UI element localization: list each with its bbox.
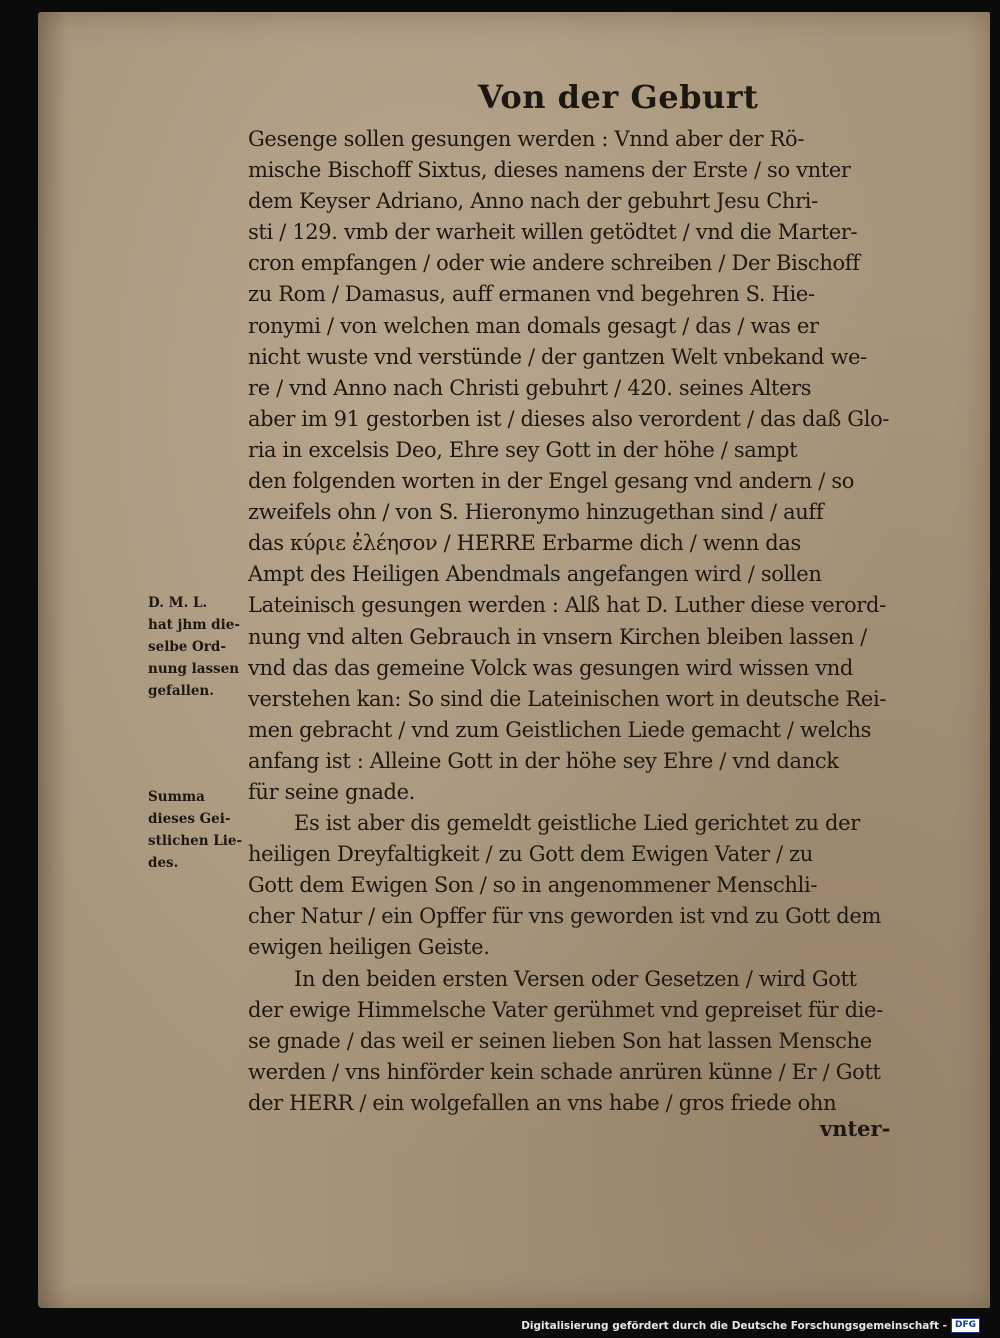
text-line: den folgenden worten in der Engel gesang vnd andern / so <box>248 469 855 494</box>
catchword: vnter- <box>820 1116 891 1141</box>
text-line: Gesenge sollen gesungen werden : Vnnd aber der Rö- <box>248 127 805 151</box>
text-line: ewigen heiligen Geiste. <box>248 935 490 960</box>
text-line: men gebracht / vnd zum Geistlichen Liede gemacht / welchs <box>248 717 872 742</box>
text-line: der ewige Himmelsche Vater gerühmet vnd gepreiset für die- <box>248 997 883 1022</box>
text-line: werden / vns hinförder kein schade anrüren künne / Er / Gott <box>248 1059 881 1084</box>
text-line: nicht wuste vnd verstünde / der gantzen Welt vnbekand we- <box>248 344 867 369</box>
text-line: Gott dem Ewigen Son / so in angenommener Menschli- <box>248 873 818 898</box>
margin-note-line: stlichen Lie- <box>148 833 243 849</box>
text-line: ria in excelsis Deo, Ehre sey Gott in der höhe / sampt <box>248 437 798 462</box>
text-line: sti / 129. vmb der warheit willen getödtet / vnd die Marter- <box>248 220 858 245</box>
margin-note-line: dieses Gei- <box>148 811 231 827</box>
text-line: für seine gnade. <box>248 779 415 804</box>
text-line: se gnade / das weil er seinen lieben Son hat lassen Mensche <box>248 1028 872 1053</box>
margin-note-summa <box>148 786 260 874</box>
text-line: nung vnd alten Gebrauch in vnsern Kirchen bleiben lassen / <box>248 624 867 649</box>
text-line: der HERR / ein wolgefallen an vns habe / gros friede ohn <box>248 1090 837 1115</box>
text-line: Ampt des Heiligen Abendmals angefangen wird / sollen <box>248 562 822 587</box>
margin-note-line: selbe Ord- <box>148 639 226 655</box>
text-line: anfang ist : Alleine Gott in der höhe sey Ehre / vnd danck <box>248 748 839 773</box>
margin-note-luther <box>148 592 260 702</box>
text-line: ronymi / von welchen man domals gesagt / das / was er <box>248 313 819 338</box>
dfg-footer <box>521 1318 980 1333</box>
text-line: verstehen kan: So sind die Lateinischen wort in deutsche Rei- <box>248 686 887 711</box>
text-line: dem Keyser Adriano, Anno nach der gebuhrt Jesu Chri- <box>248 189 818 214</box>
text-line: heiligen Dreyfaltigkeit / zu Gott dem Ewigen Vater / zu <box>248 842 813 867</box>
text-line: cher Natur / ein Opffer für vns geworden ist vnd zu Gott dem <box>248 904 882 929</box>
text-line: vnd das das gemeine Volck was gesungen wird wissen vnd <box>248 655 854 680</box>
text-line: Lateinisch gesungen werden : Alß hat D. Luther diese verord- <box>248 593 886 618</box>
footer-text: Digitalisierung gefördert durch die Deutsche Forschungsgemeinschaft - <box>521 1319 947 1332</box>
margin-note-line: Summa <box>148 789 205 805</box>
dfg-logo-icon: DFG <box>951 1318 980 1333</box>
text-line: re / vnd Anno nach Christi gebuhrt / 420. seines Alters <box>248 375 812 400</box>
margin-note-line: des. <box>148 855 179 871</box>
margin-note-line: nung lassen <box>148 661 240 677</box>
margin-note-line: D. M. L. <box>148 595 208 611</box>
running-header: Von der Geburt <box>478 78 759 116</box>
margin-note-line: gefallen. <box>148 683 214 699</box>
text-line: zu Rom / Damasus, auff ermanen vnd begehren S. Hie- <box>248 282 815 307</box>
text-line: zweifels ohn / von S. Hieronymo hinzugethan sind / auff <box>248 500 824 525</box>
margin-note-line: hat jhm die- <box>148 617 240 633</box>
text-line: mische Bischoff Sixtus, dieses namens der Erste / so vnter <box>248 158 851 183</box>
body-text <box>248 124 898 1119</box>
text-line: cron empfangen / oder wie andere schreiben / Der Bischoff <box>248 251 860 276</box>
text-line: das κύριε ἐλέησον / HERRE Erbarme dich / wenn das <box>248 531 801 556</box>
text-line: aber im 91 gestorben ist / dieses also verordent / das daß Glo- <box>248 406 890 431</box>
text-line: In den beiden ersten Versen oder Gesetzen / wird Gott <box>294 966 857 991</box>
text-line: Es ist aber dis gemeldt geistliche Lied gerichtet zu der <box>294 811 860 836</box>
